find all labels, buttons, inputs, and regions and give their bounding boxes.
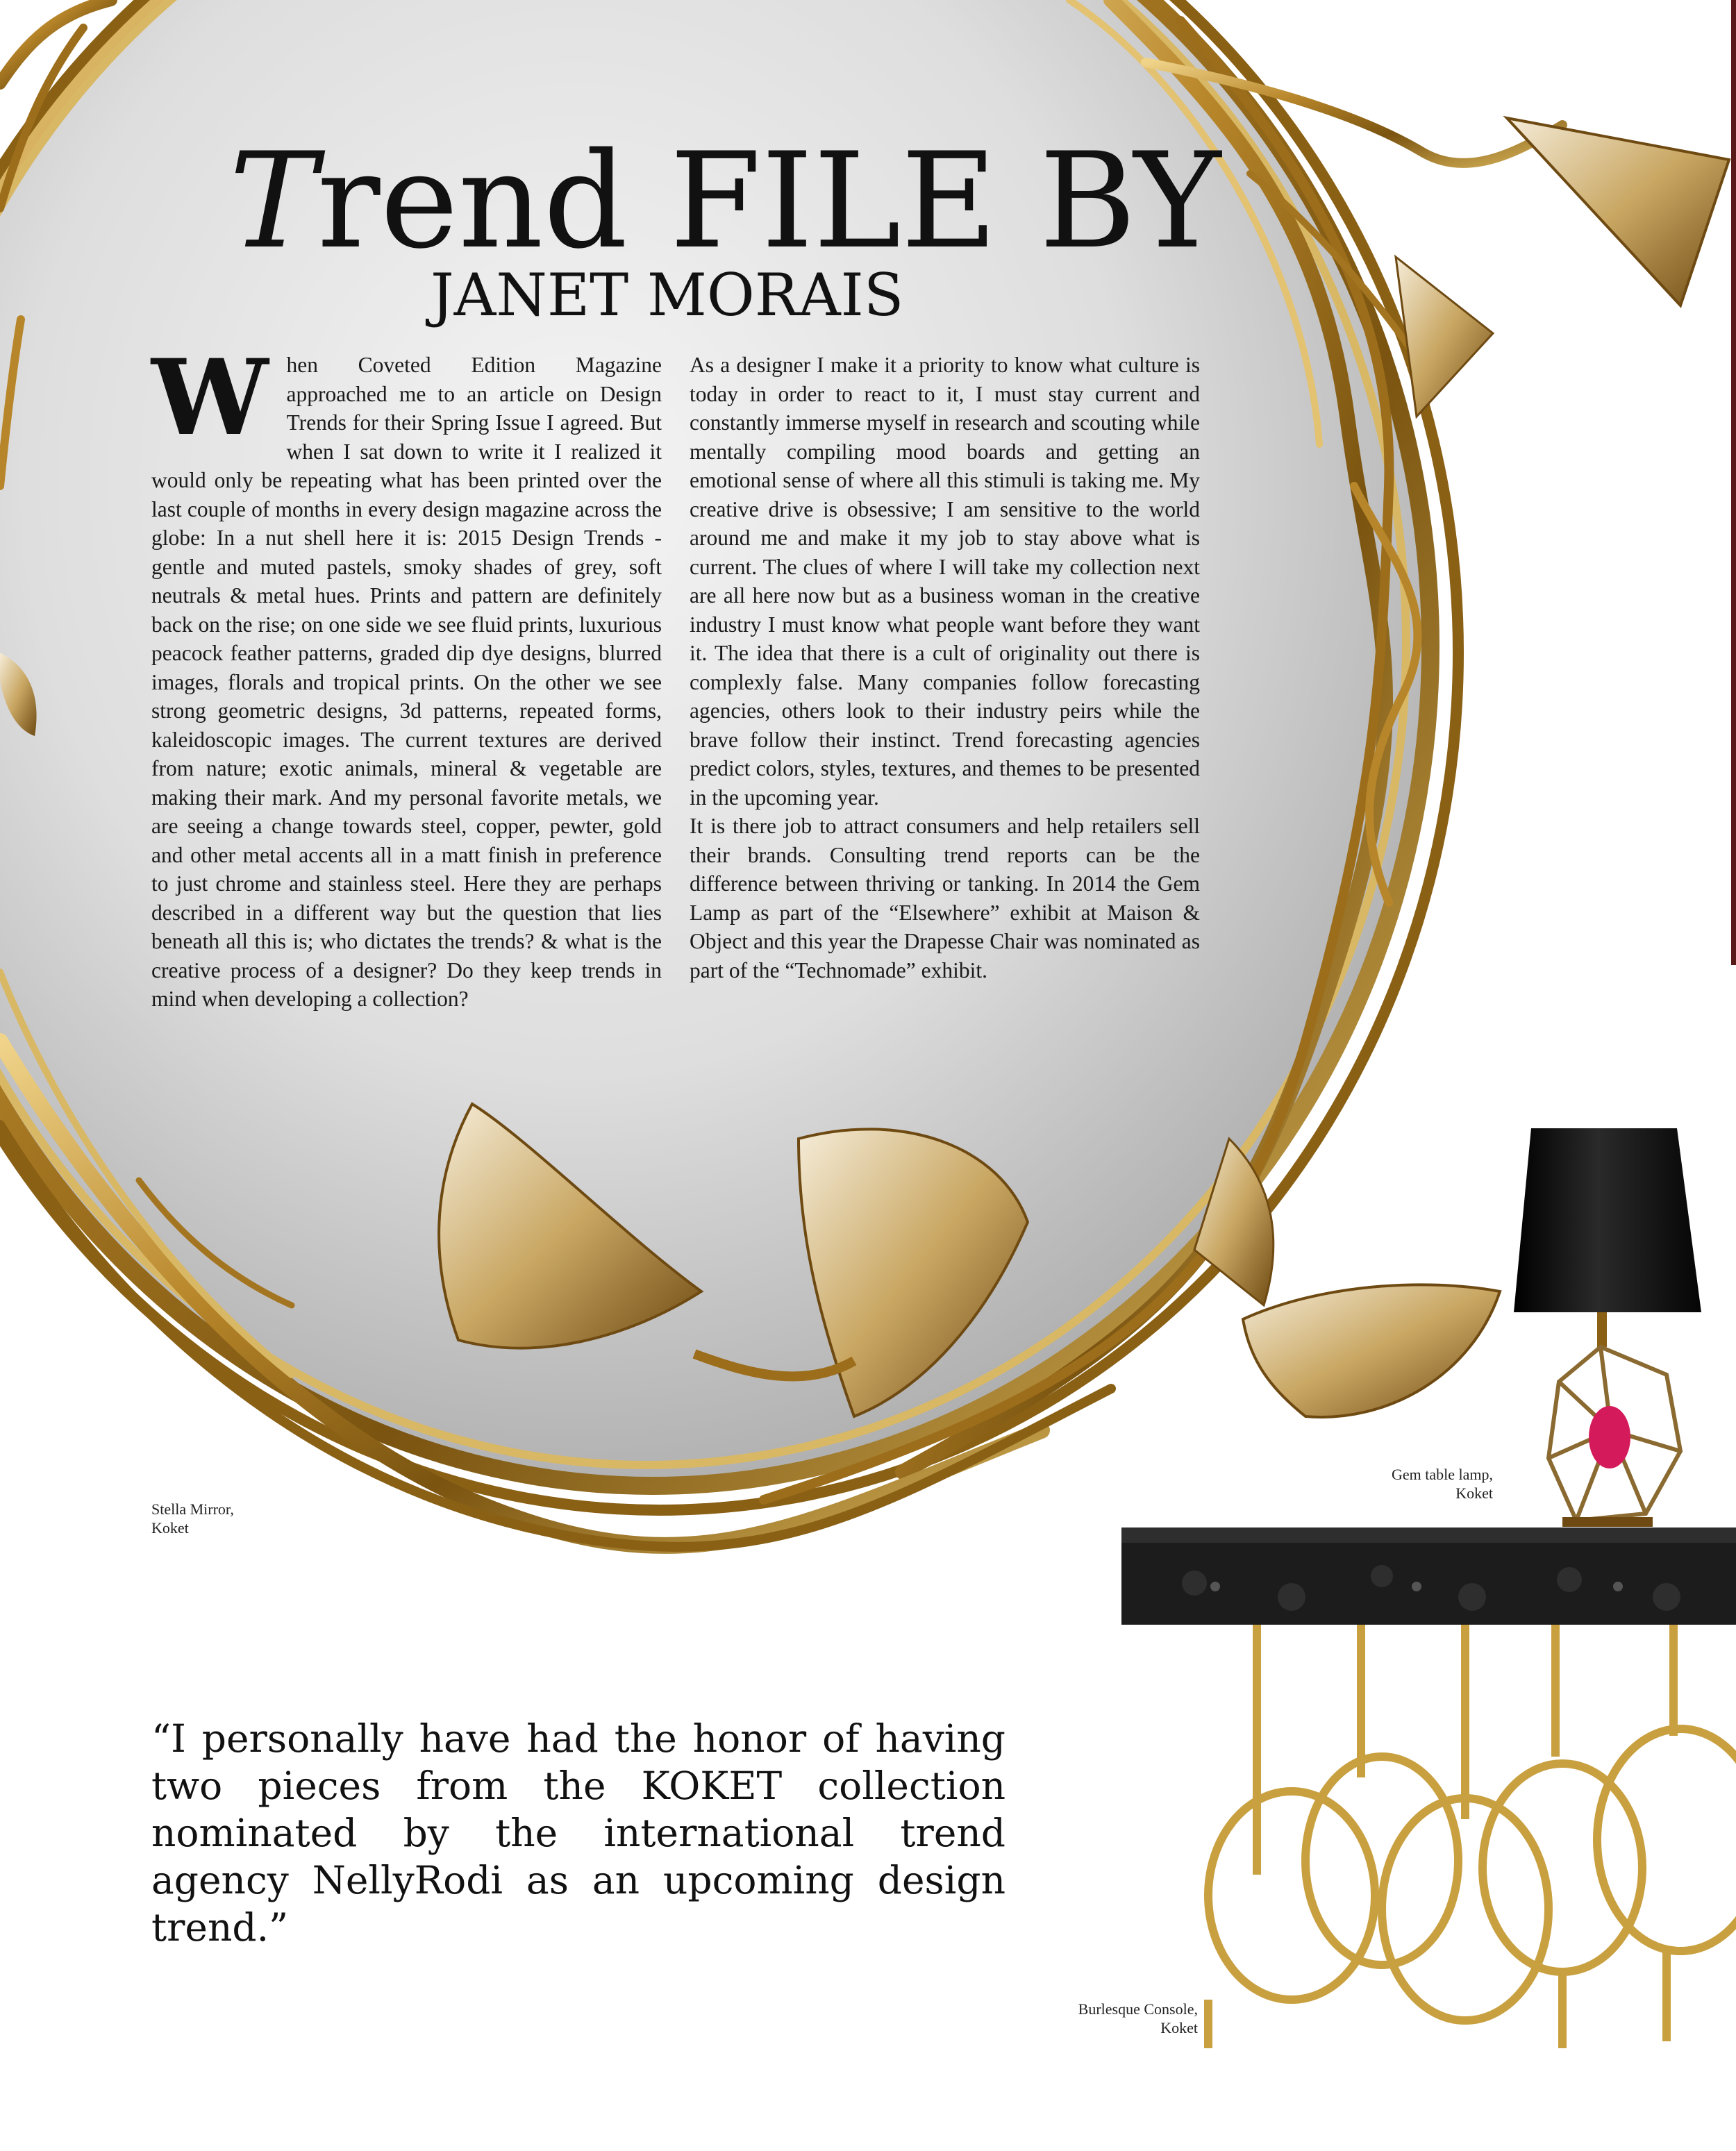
article-column-1 — [151, 337, 662, 1014]
caption-lamp-line-2: Koket — [1455, 1484, 1493, 1502]
caption-console-line-1: Burlesque Console, — [1078, 2000, 1198, 2018]
caption-burlesque-console — [990, 2000, 1198, 2037]
burlesque-console — [1121, 1528, 1736, 2048]
caption-gem-lamp — [1285, 1465, 1493, 1503]
article-title — [229, 124, 1221, 278]
lamp-gem — [1589, 1406, 1630, 1468]
column-2-paragraph-2: It is there job to attract consumers and help retailers sell their brands. Consulting trend reports can be the difference between thriving or tanking. In 2014 the Gem Lamp as part of the “Elsewhere” exhibit at Maison & Object and this year the Drapesse Chair was nominated as part of the “Technomade” exhibit. — [690, 814, 1200, 982]
caption-mirror-line-1: Stella Mirror, — [151, 1500, 234, 1518]
caption-lamp-line-1: Gem table lamp, — [1391, 1466, 1493, 1483]
article-column-2 — [690, 351, 1200, 985]
gem-table-lamp — [1514, 1128, 1701, 1527]
caption-stella-mirror — [151, 1500, 360, 1537]
title-first-letter: T — [229, 124, 317, 278]
page-edge-line — [1731, 0, 1736, 965]
caption-mirror-line-2: Koket — [151, 1519, 189, 1537]
article-author: JANET MORAIS — [431, 261, 904, 329]
lamp-shade — [1514, 1128, 1701, 1312]
title-rest: rend FILE BY — [317, 124, 1221, 278]
pull-quote: “I personally have had the honor of having two pieces from the KOKET collection nominated by the international trend agency NellyRodi as an upcoming design trend.” — [151, 1716, 1005, 1950]
console-legs — [1208, 1625, 1736, 2048]
caption-console-line-2: Koket — [1160, 2019, 1198, 2036]
drop-cap: W — [151, 337, 269, 459]
column-1-paragraph: hen Coveted Edition Magazine approached me to an article on Design Trends for their Spring Issue I agreed. But when I sat down to write it I realized it would only be repeating what has been printed over the last couple of months in every design magazine across the globe: In a nut shell here it is: 2015 Design Trends - gentle and muted pastels, smoky shades of grey, soft neutrals & metal hues. Prints and pattern are definitely back on the rise; on one side we see fluid prints, luxurious peacock feather patterns, graded dip dye designs, blurred images, florals and tropical prints. On the other we see strong geometric designs, 3d patterns, repeated forms, kaleidoscopic images. The current textures are derived from nature; exotic animals, mineral & vegetable are making their mark. And my personal favorite metals, we are seeing a change towards steel, copper, pewter, gold and other metal accents all in a matt finish in preference to just chrome and stainless steel. Here they are perhaps described in a different way but the question that lies beneath all this is; who dictates the trends? & what is the creative process of a designer? Do they keep trends in mind when developing a collection? — [151, 353, 662, 1011]
column-2-paragraph-1: As a designer I make it a priority to know what culture is today in order to react to it, I must stay current and constantly immerse myself in research and scouting while mentally compiling mood boards and getting an emotional sense of where all this stimuli is taking me. My creative drive is obsessive; I am sensitive to the world around me and make it my job to stay above what is current. The clues of where I will take my collection next are all here now but as a business woman in the creative industry I must know what people want before they want it. The idea that there is a cult of originality out there is complexly false. Many companies follow forecasting agencies, others look to their industry peirs while the brave follow their instinct. Trend forecasting agencies predict colors, styles, textures, and themes to be presented in the upcoming year. — [690, 353, 1200, 810]
